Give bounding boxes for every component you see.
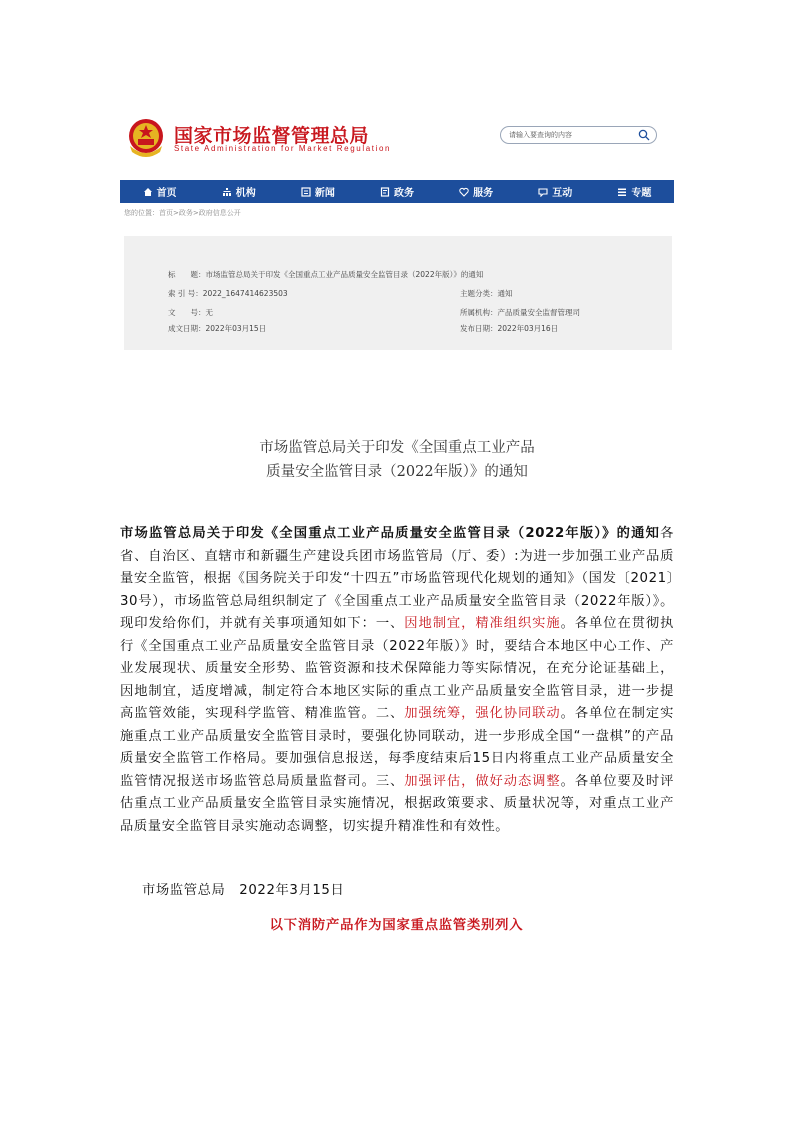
article-lead-title: 市场监管总局关于印发《全国重点工业产品质量安全监管目录（2022年版）》的通知 (120, 526, 661, 541)
info-published-label: 发布日期： (460, 324, 498, 333)
nav-item-label: 首页 (156, 188, 177, 199)
topic-icon (617, 187, 627, 197)
info-created-label: 成文日期： (168, 324, 206, 333)
nav-item-label: 新闻 (314, 188, 335, 199)
info-index-value: 2022_1647414623503 (202, 289, 288, 298)
article-signature: 市场监管总局 2022年3月15日 (142, 883, 345, 898)
document-title-area (120, 352, 674, 484)
info-category-value: 通知 (497, 289, 513, 298)
nav-item-news[interactable] (278, 180, 357, 203)
search-box[interactable] (500, 126, 657, 144)
document-info-box (124, 236, 672, 350)
nav-item-label: 政务 (393, 188, 414, 199)
nav-item-home[interactable] (120, 180, 199, 203)
news-icon (301, 187, 311, 197)
article-paragraph-4: 。各单位要及时评估重点工业产品质量安全监管目录实施情况，根据政策要求、质量状况等，对重点工业产品质量安全监管目录实施动态调整，切实提升精准性和有效性。 (120, 773, 674, 834)
info-category-row (460, 288, 513, 299)
site-title[interactable]: 国家市场监督管理总局 (174, 125, 370, 147)
info-docno-value: 无 (205, 308, 213, 317)
nav-item-label: 专题 (631, 188, 652, 199)
article-paragraph-1: 各省、自治区、直辖市和新疆生产建设兵团市场监管局（厅、委）:为进一步加强工业产品质量安全监管，根据《国务院关于印发“十四五”市场监管现代化规划的通知》（国发〔2021〕30号），市场监管总局组织制定了《全国重点工业产品质量安全监管目录（2022年版）》。现印发给你们，并就有关事项通知如下：一、 (120, 526, 674, 631)
article-highlight-3: 加强评估，做好动态调整 (404, 773, 561, 789)
info-published-value: 2022年03月16日 (497, 324, 559, 333)
article-paragraph-3: 。各单位在制定实施重点工业产品质量安全监管目录时，要强化协同联动，进一步形成全国“一盘棋”的产品质量安全监管工作格局。要加强信息报送，每季度结束后15日内将重点工业产品质量安全监管情况报送市场监管总局质量监督司。三、 (120, 706, 674, 789)
service-icon (459, 187, 469, 197)
info-org-row (460, 307, 580, 318)
gov-icon (380, 187, 390, 197)
org-icon (222, 187, 232, 197)
nav-item-org[interactable] (199, 180, 278, 203)
info-created-value: 2022年03月15日 (205, 324, 267, 333)
article-highlight-2: 加强统筹，强化协同联动 (404, 706, 561, 721)
interact-icon (538, 187, 548, 197)
info-index-label: 索 引 号： (168, 289, 203, 298)
info-title-value: 市场监管总局关于印发《全国重点工业产品质量安全监管目录（2022年版）》的通知 (205, 270, 484, 279)
nav-item-label: 互动 (552, 188, 573, 199)
home-icon (143, 187, 153, 197)
info-published-row (460, 323, 558, 334)
national-emblem-icon (126, 116, 166, 160)
info-org-value: 产品质量安全监督管理司 (497, 308, 580, 317)
nav-item-interact[interactable] (516, 180, 595, 203)
info-title-row (168, 269, 483, 280)
nav-item-service[interactable] (437, 180, 516, 203)
info-category-label: 主题分类： (460, 289, 498, 298)
info-docno-label: 文 号： (168, 308, 206, 317)
info-org-label: 所属机构： (460, 308, 498, 317)
nav-item-gov[interactable] (357, 180, 436, 203)
breadcrumb: 您的位置：首页>政务>政府信息公开 (124, 209, 241, 217)
section-heading: 以下消防产品作为国家重点监管类别列入 (269, 918, 524, 933)
article-body (120, 523, 674, 838)
document-title-line-1: 市场监管总局关于印发《全国重点工业产品 (259, 440, 535, 456)
info-created-row (168, 323, 266, 334)
main-nav (120, 180, 674, 203)
nav-item-label: 机构 (235, 188, 256, 199)
info-docno-row (168, 307, 213, 318)
info-index-row (168, 288, 288, 299)
nav-item-label: 服务 (473, 188, 494, 199)
article-highlight-1: 因地制宜，精准组织实施 (404, 616, 561, 631)
article-paragraph-2: 。各单位在贯彻执行《全国重点工业产品质量安全监管目录（2022年版）》时，要结合本地区中心工作、产业发展现状、质量安全形势、监管资源和技术保障能力等实际情况，在充分论证基础上，因地制宜，适度增减，制定符合本地区实际的重点工业产品质量安全监管目录，进一步提高监管效能，实现科学监管、精准监管。二、 (120, 616, 674, 721)
search-icon[interactable] (638, 129, 650, 141)
nav-item-topic[interactable] (595, 180, 674, 203)
info-title-label: 标 题： (168, 270, 206, 279)
search-input[interactable] (509, 128, 634, 142)
document-title-line-2: 质量安全监管目录（2022年版）》的通知 (266, 464, 528, 480)
site-subtitle: State Administration for Market Regulation (174, 144, 392, 153)
